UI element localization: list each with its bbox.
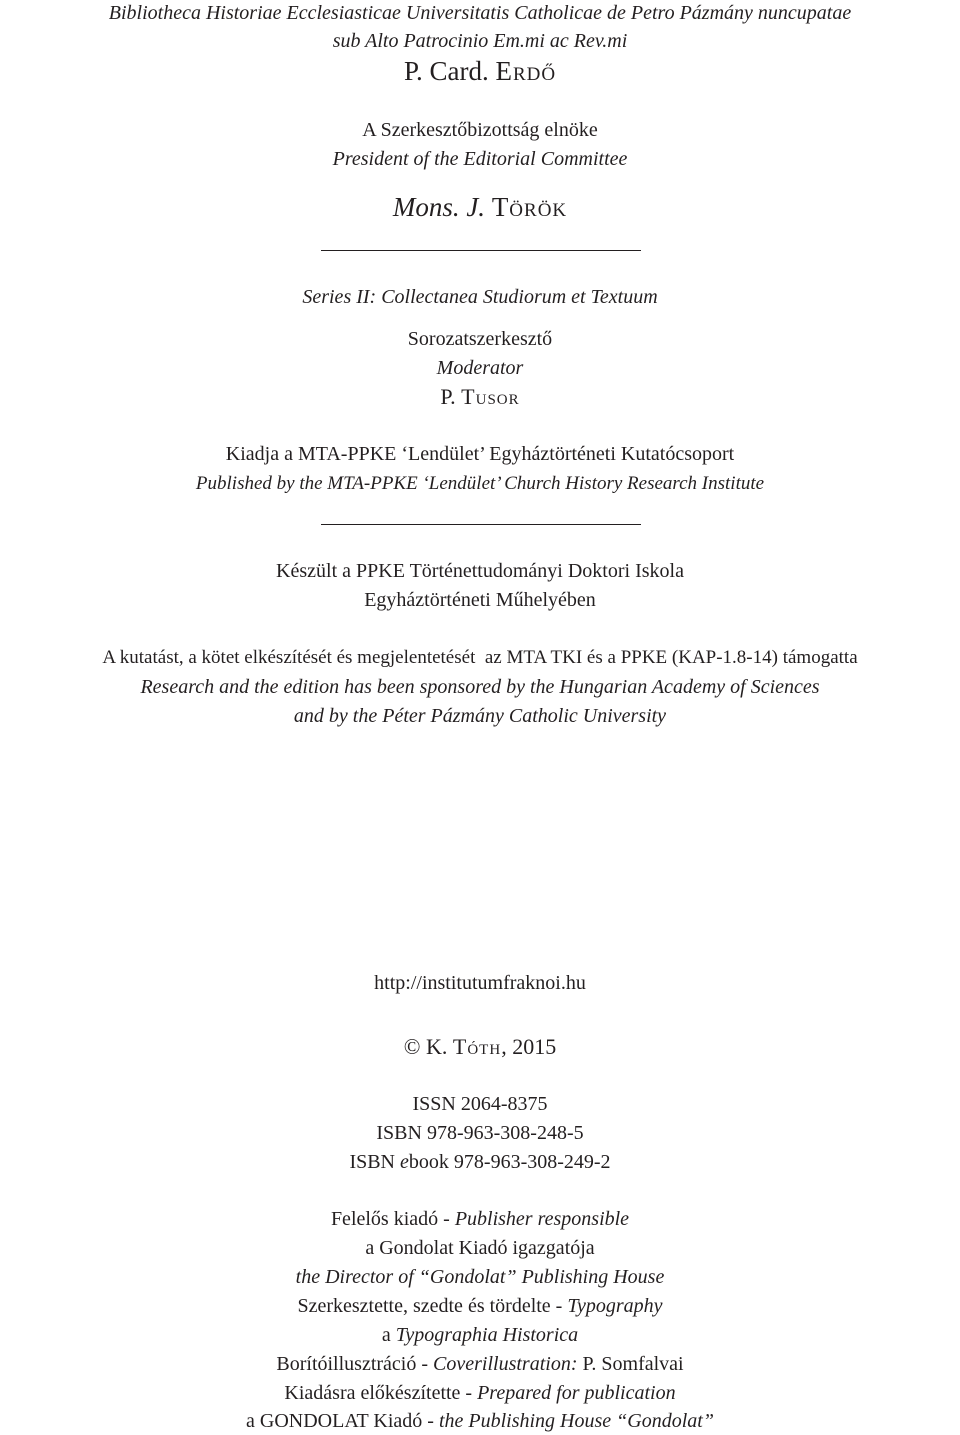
issn-line: ISSN 2064-8375 <box>412 1093 548 1115</box>
isbn-ebook-post: book 978-963-308-249-2 <box>408 1151 611 1173</box>
copyright-year: , 2015 <box>501 1034 557 1059</box>
workshop-line-1: Készült a PPKE Történettudományi Doktori Iskola <box>276 560 684 582</box>
house-en: the Publishing House “Gondolat” <box>438 1410 714 1432</box>
credit-typography <box>0 1294 960 1318</box>
responsible-hu: Felelős kiadó - <box>330 1208 455 1230</box>
patron-name: Erdő <box>495 56 557 86</box>
credit-typography-by <box>0 1323 960 1347</box>
library-line-2: sub Alto Patrocinio Em.mi ac Rev.mi <box>332 30 628 52</box>
sponsorship-line-hu: A kutatást, a kötet elkészítését és megjelentetését az MTA TKI és a PPKE (KAP-1.8-14) támogatta <box>102 647 858 668</box>
series-role-hu: Sorozatszerkesztő <box>407 328 553 350</box>
patron-line <box>0 55 960 87</box>
credit-prepared <box>0 1381 960 1405</box>
isbn-ebook-e: e <box>400 1151 409 1173</box>
isbn-line: ISBN 978-963-308-248-5 <box>376 1122 584 1144</box>
credit-director-hu: a Gondolat Kiadó igazgatója <box>365 1237 595 1259</box>
series-role-en: Moderator <box>436 357 524 379</box>
president-name: Török <box>491 192 568 222</box>
credit-responsible <box>0 1207 960 1231</box>
copyright-prefix: © K. <box>403 1034 453 1059</box>
committee-president <box>0 191 960 223</box>
president-prefix: Mons. J. <box>392 192 492 222</box>
moderator-name: Tusor <box>461 384 520 409</box>
committee-title-hu: A Szerkesztőbizottság elnöke <box>362 119 598 141</box>
committee-title-en: President of the Editorial Committee <box>332 148 628 170</box>
credit-house <box>0 1409 960 1433</box>
divider-rule-2 <box>321 524 641 525</box>
publisher-line-en: Published by the MTA-PPKE ‘Lendület’ Church History Research Institute <box>195 473 765 494</box>
typography-by: Typographia Historica <box>395 1324 579 1346</box>
patron-prefix: P. Card. <box>403 56 496 86</box>
prepared-hu: Kiadásra előkészítette - <box>284 1382 478 1404</box>
credit-director-en: the Director of “Gondolat” Publishing House <box>295 1266 665 1288</box>
prepared-en: Prepared for publication <box>477 1382 676 1404</box>
sponsorship-line-en-1: Research and the edition has been sponsored by the Hungarian Academy of Sciences <box>140 676 820 698</box>
house-hu: a GONDOLAT Kiadó - <box>246 1410 439 1432</box>
typography-by-pre: a <box>381 1324 396 1346</box>
typography-hu: Szerkesztette, szedte és tördelte - <box>297 1295 568 1317</box>
website-link[interactable]: http://institutumfraknoi.hu <box>374 972 586 994</box>
cover-name: P. Somfalvai <box>577 1353 684 1375</box>
library-line-1: Bibliotheca Historiae Ecclesiasticae Universitatis Catholicae de Petro Pázmány nuncupatae <box>108 2 852 24</box>
cover-hu: Borítóillusztráció - <box>276 1353 434 1375</box>
divider-rule-1 <box>321 250 641 251</box>
responsible-en: Publisher responsible <box>454 1208 630 1230</box>
series-title: Series II: Collectanea Studiorum et Textuum <box>302 286 658 308</box>
cover-en: Coverillustration: <box>433 1353 578 1375</box>
isbn-ebook-line <box>0 1150 960 1174</box>
copyright-name: Tóth <box>452 1034 502 1059</box>
moderator-prefix: P. <box>440 384 462 409</box>
isbn-ebook-pre: ISBN <box>349 1151 401 1173</box>
series-moderator <box>0 385 960 409</box>
publisher-line-hu: Kiadja a MTA-PPKE ‘Lendület’ Egyháztörténeti Kutatócsoport <box>225 443 735 465</box>
sponsorship-line-en-2: and by the Péter Pázmány Catholic University <box>293 705 667 727</box>
copyright-line <box>0 1035 960 1059</box>
workshop-line-2: Egyháztörténeti Műhelyében <box>364 589 596 611</box>
typography-en: Typography <box>567 1295 663 1317</box>
credit-cover <box>0 1352 960 1376</box>
